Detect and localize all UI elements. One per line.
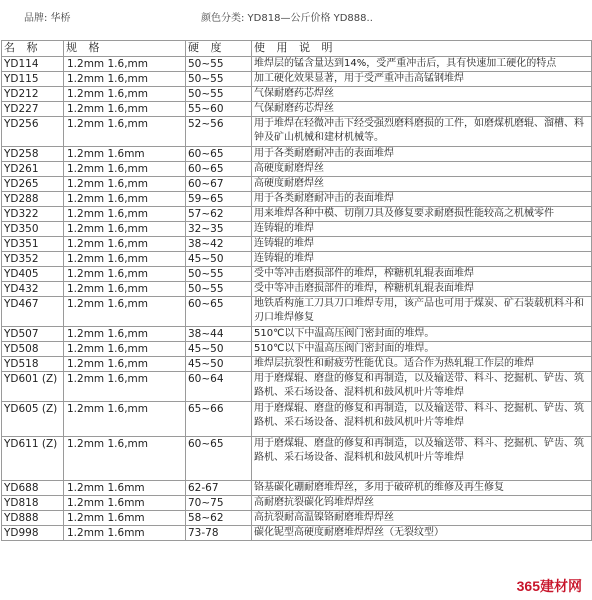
- cell-name: YD322: [2, 207, 64, 222]
- cell-spec: 1.2mm 1.6,mm: [64, 117, 186, 147]
- cell-hardness: 45~50: [186, 357, 252, 372]
- cell-usage: 受中等冲击磨损部件的堆焊，榨糖机轧辊表面堆焊: [252, 282, 592, 297]
- cell-spec: 1.2mm 1.6mm: [64, 147, 186, 162]
- cell-name: YD888: [2, 511, 64, 526]
- cell-spec: 1.2mm 1.6,mm: [64, 192, 186, 207]
- cell-hardness: 55~60: [186, 102, 252, 117]
- color-class-label: 颜色分类: YD818—公斤价格 YD888..: [201, 13, 373, 24]
- table-row: [2, 162, 592, 177]
- table-row: [2, 147, 592, 162]
- cell-name: YD508: [2, 342, 64, 357]
- cell-name: YD467: [2, 297, 64, 327]
- cell-usage: 510℃以下中温高压阀门密封面的堆焊。: [252, 327, 592, 342]
- cell-spec: 1.2mm 1.6mm: [64, 481, 186, 496]
- cell-usage: 高硬度耐磨焊丝: [252, 177, 592, 192]
- cell-hardness: 60~65: [186, 162, 252, 177]
- cell-name: YD405: [2, 267, 64, 282]
- cell-hardness: 57~62: [186, 207, 252, 222]
- table-row: [2, 72, 592, 87]
- table-row: [2, 237, 592, 252]
- cell-spec: 1.2mm 1.6,mm: [64, 357, 186, 372]
- cell-hardness: 50~55: [186, 267, 252, 282]
- header-name: 名 称: [2, 41, 64, 57]
- cell-hardness: 38~42: [186, 237, 252, 252]
- cell-name: YD227: [2, 102, 64, 117]
- cell-name: YD605 (Z): [2, 402, 64, 437]
- cell-spec: 1.2mm 1.6,mm: [64, 342, 186, 357]
- cell-spec: 1.2mm 1.6,mm: [64, 437, 186, 481]
- cell-hardness: 65~66: [186, 402, 252, 437]
- cell-usage: 用于磨煤辊、磨盘的修复和再制造，以及输送带、料斗、挖掘机、铲齿、筑路机、采石场设备、混料机和鼓风机叶片等堆焊: [252, 372, 592, 402]
- table-row: [2, 327, 592, 342]
- table-row: [2, 177, 592, 192]
- cell-hardness: 50~55: [186, 282, 252, 297]
- cell-spec: 1.2mm 1.6,mm: [64, 372, 186, 402]
- brand-label: 品牌: 华桥: [24, 13, 71, 24]
- cell-spec: 1.2mm 1.6,mm: [64, 327, 186, 342]
- cell-hardness: 60~67: [186, 177, 252, 192]
- cell-hardness: 60~65: [186, 147, 252, 162]
- cell-name: YD611 (Z): [2, 437, 64, 481]
- cell-name: YD351: [2, 237, 64, 252]
- cell-name: YD261: [2, 162, 64, 177]
- cell-spec: 1.2mm 1.6,mm: [64, 252, 186, 267]
- cell-spec: 1.2mm 1.6,mm: [64, 207, 186, 222]
- cell-spec: 1.2mm 1.6,mm: [64, 57, 186, 72]
- cell-hardness: 70~75: [186, 496, 252, 511]
- cell-usage: 碳化铌型高硬度耐磨堆焊焊丝（无裂纹型）: [252, 526, 592, 541]
- cell-name: YD998: [2, 526, 64, 541]
- cell-usage: 气保耐磨药芯焊丝: [252, 102, 592, 117]
- cell-hardness: 50~55: [186, 87, 252, 102]
- cell-usage: 用来堆焊各种中模、切削刀具及修复要求耐磨损性能较高之机械零件: [252, 207, 592, 222]
- cell-usage: 高耐磨抗裂碳化钨堆焊焊丝: [252, 496, 592, 511]
- product-spec-table: [1, 40, 592, 541]
- header-usage: 使 用 说 明: [252, 41, 592, 57]
- table-row: [2, 267, 592, 282]
- cell-spec: 1.2mm 1.6mm: [64, 526, 186, 541]
- cell-usage: 地铁盾构施工刀具刀口堆焊专用，该产品也可用于煤炭、矿石装载机料斗和刃口堆焊修复: [252, 297, 592, 327]
- cell-usage: 用于堆焊在轻微冲击下经受强烈磨料磨损的工件，如磨煤机磨辊、溜槽、料钟及矿山机械和建材机械等。: [252, 117, 592, 147]
- cell-name: YD265: [2, 177, 64, 192]
- cell-name: YD688: [2, 481, 64, 496]
- table-row: [2, 252, 592, 267]
- table-row: [2, 511, 592, 526]
- cell-name: YD352: [2, 252, 64, 267]
- cell-usage: 510℃以下中温高压阀门密封面的堆焊。: [252, 342, 592, 357]
- header-spec: 规 格: [64, 41, 186, 57]
- table-row: [2, 192, 592, 207]
- cell-spec: 1.2mm 1.6,mm: [64, 72, 186, 87]
- cell-usage: 连铸辊的堆焊: [252, 237, 592, 252]
- cell-name: YD256: [2, 117, 64, 147]
- table-row: [2, 496, 592, 511]
- table-row: [2, 402, 592, 437]
- table-row: [2, 372, 592, 402]
- cell-name: YD114: [2, 57, 64, 72]
- cell-hardness: 52~56: [186, 117, 252, 147]
- cell-spec: 1.2mm 1.6,mm: [64, 402, 186, 437]
- cell-usage: 加工硬化效果显著，用于受严重冲击高锰钢堆焊: [252, 72, 592, 87]
- table-row: [2, 222, 592, 237]
- cell-name: YD432: [2, 282, 64, 297]
- cell-hardness: 60~65: [186, 297, 252, 327]
- cell-name: YD507: [2, 327, 64, 342]
- cell-usage: 连铸辊的堆焊: [252, 252, 592, 267]
- table-row: [2, 57, 592, 72]
- site-watermark: 365建材网: [516, 578, 582, 594]
- cell-spec: 1.2mm 1.6,mm: [64, 162, 186, 177]
- table-header-row: [2, 41, 592, 57]
- cell-name: YD115: [2, 72, 64, 87]
- cell-usage: 用于各类耐磨耐冲击的表面堆焊: [252, 147, 592, 162]
- cell-usage: 铬基碳化硼耐磨堆焊丝，多用于破碎机的维修及再生修复: [252, 481, 592, 496]
- cell-hardness: 73-78: [186, 526, 252, 541]
- cell-spec: 1.2mm 1.6,mm: [64, 297, 186, 327]
- table-row: [2, 102, 592, 117]
- cell-name: YD518: [2, 357, 64, 372]
- table-row: [2, 87, 592, 102]
- table-row: [2, 437, 592, 481]
- cell-spec: 1.2mm 1.6,mm: [64, 177, 186, 192]
- cell-hardness: 62-67: [186, 481, 252, 496]
- cell-name: YD288: [2, 192, 64, 207]
- table-row: [2, 481, 592, 496]
- cell-spec: 1.2mm 1.6,mm: [64, 267, 186, 282]
- table-row: [2, 526, 592, 541]
- cell-hardness: 50~55: [186, 72, 252, 87]
- cell-name: YD212: [2, 87, 64, 102]
- table-row: [2, 342, 592, 357]
- cell-usage: 堆焊层抗裂性和耐疲劳性能优良。适合作为热轧辊工作层的堆焊: [252, 357, 592, 372]
- cell-usage: 用于磨煤辊、磨盘的修复和再制造，以及输送带、料斗、挖掘机、铲齿、筑路机、采石场设备、混料机和鼓风机叶片等堆焊: [252, 402, 592, 437]
- cell-usage: 受中等冲击磨损部件的堆焊，榨糖机轧辊表面堆焊: [252, 267, 592, 282]
- cell-spec: 1.2mm 1.6,mm: [64, 237, 186, 252]
- cell-usage: 气保耐磨药芯焊丝: [252, 87, 592, 102]
- table-row: [2, 297, 592, 327]
- table-row: [2, 282, 592, 297]
- cell-spec: 1.2mm 1.6mm: [64, 511, 186, 526]
- header-hardness: 硬 度: [186, 41, 252, 57]
- cell-hardness: 32~35: [186, 222, 252, 237]
- cell-name: YD818: [2, 496, 64, 511]
- cell-hardness: 60~64: [186, 372, 252, 402]
- cell-spec: 1.2mm 1.6,mm: [64, 102, 186, 117]
- cell-usage: 用于磨煤辊、磨盘的修复和再制造，以及输送带、料斗、挖掘机、铲齿、筑路机、采石场设备、混料机和鼓风机叶片等堆焊: [252, 437, 592, 481]
- table-row: [2, 117, 592, 147]
- cell-usage: 用于各类耐磨耐冲击的表面堆焊: [252, 192, 592, 207]
- cell-spec: 1.2mm 1.6,mm: [64, 222, 186, 237]
- cell-name: YD350: [2, 222, 64, 237]
- cell-hardness: 45~50: [186, 252, 252, 267]
- product-meta: [0, 0, 592, 34]
- cell-hardness: 59~65: [186, 192, 252, 207]
- cell-usage: 高硬度耐磨焊丝: [252, 162, 592, 177]
- cell-hardness: 50~55: [186, 57, 252, 72]
- cell-hardness: 60~65: [186, 437, 252, 481]
- cell-name: YD601 (Z): [2, 372, 64, 402]
- cell-usage: 堆焊层的锰含量达到14%，受严重冲击后，具有快速加工硬化的特点: [252, 57, 592, 72]
- cell-spec: 1.2mm 1.6mm: [64, 496, 186, 511]
- cell-spec: 1.2mm 1.6,mm: [64, 87, 186, 102]
- cell-hardness: 58~62: [186, 511, 252, 526]
- cell-usage: 高抗裂耐高温镍铬耐磨堆焊焊丝: [252, 511, 592, 526]
- cell-hardness: 38~44: [186, 327, 252, 342]
- cell-usage: 连铸辊的堆焊: [252, 222, 592, 237]
- table-row: [2, 207, 592, 222]
- cell-name: YD258: [2, 147, 64, 162]
- table-row: [2, 357, 592, 372]
- cell-spec: 1.2mm 1.6,mm: [64, 282, 186, 297]
- cell-hardness: 45~50: [186, 342, 252, 357]
